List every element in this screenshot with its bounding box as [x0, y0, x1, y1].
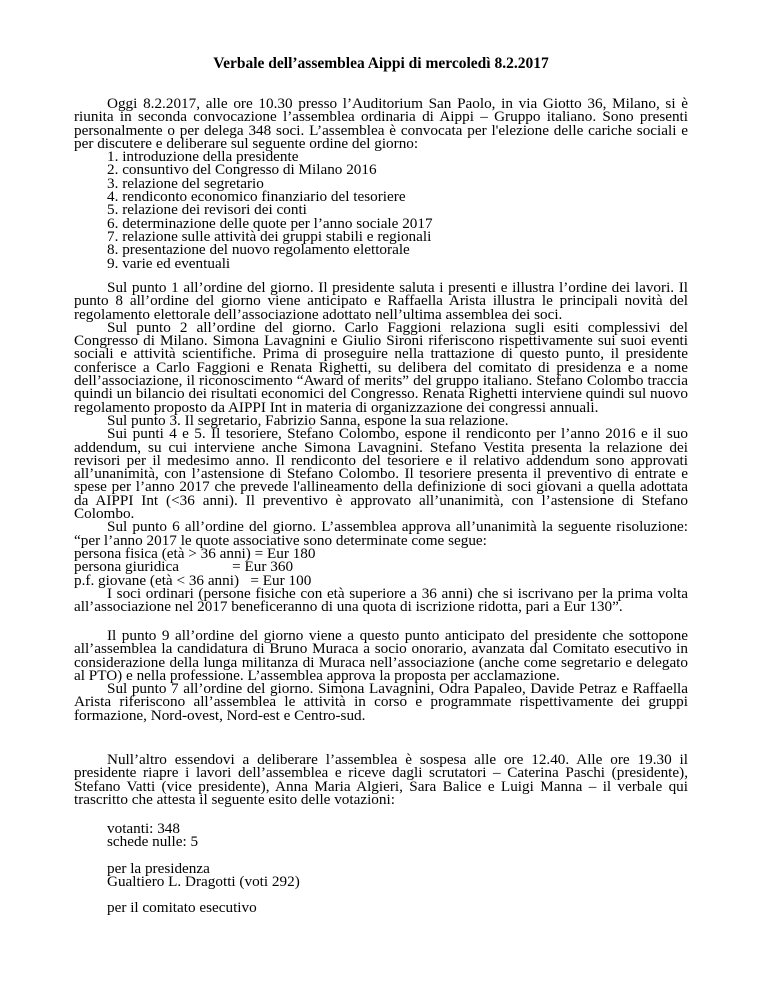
agenda-item: 5. relazione dei revisori dei conti — [107, 201, 307, 219]
minutes-section — [74, 279, 688, 616]
voters-count: votanti: 348 — [107, 820, 180, 837]
agenda-list — [74, 150, 688, 270]
paragraph-point-3: Sul punto 3. Il segretario, Fabrizio Sanna, espone la sua relazione. — [107, 411, 509, 429]
document-title: Verbale dell’assemblea Aippi di mercoledì 8.2.2017 — [213, 55, 549, 72]
agenda-item: 8. presentazione del nuovo regolamento elettorale — [107, 241, 410, 259]
paragraph-point-2: Sul punto 2 all’ordine del giorno. Carlo Faggioni relaziona sugli esiti complessivi del Congresso di Milano. Simona Lavagnini e Giulio Sironi riferiscono rispettivamente sui suoi eventi sociali e attività scientifiche. Prima di proseguire nella trattazione di questo punto, il presidente conferisce a Carlo Faggioni e Renata Righetti, su delibera del comitato di presidenza e a nome dell’associazione, il riconoscimento “Award of merits” del gruppo italiano. Stefano Colombo traccia quindi un bilancio dei risultati economici del Congresso. Renata Righetti interviene quindi sul nuovo regolamento proposto da AIPPI Int in materia di organizzazione dei congressi annuali. — [74, 318, 688, 416]
presidency-heading: per la presidenza — [107, 859, 210, 877]
fee-item: persona giuridica = Eur 360 — [74, 558, 294, 576]
fee-item: persona fisica (età > 36 anni) = Eur 180 — [74, 544, 316, 562]
paragraph-new-members: I soci ordinari (persone fisiche con età superiore a 36 anni) che si iscrivano per la prima volta all’associazione nel 2017 beneficeranno di una quota di iscrizione ridotta, pari a Eur 130”. — [74, 584, 688, 616]
paragraph-closing: Null’altro essendovi a deliberare l’assemblea è sospesa alle ore 12.40. Alle ore 19.30 il presidente riapre i lavori dell’assemblea e riceve dagli scrutatori – Caterina Paschi (presidente), Stefano Vatti (vice presidente), Anna Maria Algieri, Sara Balice e Luigi Manna – il verbale qui trascritto che attesta il seguente esito delle votazioni: — [74, 751, 688, 808]
paragraph-point-1: Sul punto 1 all’ordine del giorno. Il presidente saluta i presenti e illustra l’ordine dei lavori. Il punto 8 all’ordine del giorno viene anticipato e Raffaella Arista illustra le principali novità del regolamento elettorale dell’associazione adottato nell’ultima assemblea dei soci. — [74, 279, 688, 323]
votes-section — [74, 820, 721, 917]
agenda-item: 1. introduzione della presidente — [107, 148, 299, 166]
committee-heading: per il comitato esecutivo — [107, 899, 257, 917]
intro-section — [74, 97, 688, 270]
honorary-section — [74, 629, 688, 722]
agenda-item: 7. relazione sulle attività dei gruppi stabili e regionali — [107, 227, 432, 245]
agenda-item: 6. determinazione delle quote per l’anno sociale 2017 — [107, 214, 433, 232]
fee-item: p.f. giovane (età < 36 anni) = Eur 100 — [74, 571, 312, 589]
intro-paragraph: Oggi 8.2.2017, alle ore 10.30 presso l’Auditorium San Paolo, in via Giotto 36, Milano, si è riunita in seconda convocazione l’assemblea ordinaria di Aippi – Gruppo italiano. Sono presenti personalmente o per delega 348 soci. L’assemblea è convocata per l'elezione delle cariche sociali e per discutere e deliberare sul seguente ordine del giorno: — [74, 95, 688, 152]
presidency-result: Gualtiero L. Dragotti (voti 292) — [107, 872, 300, 890]
paragraph-point-6: Sul punto 6 all’ordine del giorno. L’assemblea approva all’unanimità la seguente risoluzione: “per l’anno 2017 le quote associative sono determinate come segue: — [74, 518, 688, 549]
closing-section — [74, 753, 688, 806]
null-ballots-count: schede nulle: 5 — [107, 833, 199, 851]
paragraph-point-9: Il punto 9 all’ordine del giorno viene a questo punto anticipato del presidente che sottopone all’assemblea la candidatura di Bruno Muraca a socio onorario, avanzata dal Comitato esecutivo in considerazione della lunga militanza di Muraca nell’associazione (anche come segretario e delegato al PTO) e nella professione. L’assemblea approva la proposta per acclamazione. — [74, 627, 688, 684]
agenda-item: 4. rendiconto economico finanziario del tesoriere — [107, 188, 406, 206]
agenda-item: 3. relazione del segretario — [107, 174, 264, 192]
paragraph-points-4-5: Sui punti 4 e 5. Il tesoriere, Stefano Colombo, espone il rendiconto per l’anno 2016 e il suo addendum, su cui interviene anche Simona Lavagnini. Stefano Vestita presenta la relazione dei revisori per il medesimo anno. Il rendiconto del tesoriere e il relativo addendum sono approvati all’unanimità, con l’astensione di Stefano Colombo. Il tesoriere presenta il preventivo di entrate e spese per l’anno 2017 che prevede l'allineamento della definizione di soci giovani a quella adottata da AIPPI Int (<36 anni). Il preventivo è approvato all’unanimità, con l’astensione di Stefano Colombo. — [74, 425, 688, 523]
agenda-item: 9. varie ed eventuali — [107, 254, 231, 272]
paragraph-point-7: Sul punto 7 all’ordine del giorno. Simona Lavagnini, Odra Papaleo, Davide Petraz e Raffaella Arista riferiscono all’assemblea le attività in corso e programmate rispettivamente dei gruppi formazione, Nord-ovest, Nord-est e Centro-sud. — [74, 680, 688, 724]
fee-list — [74, 544, 688, 589]
agenda-item: 2. consuntivo del Congresso di Milano 2016 — [107, 161, 377, 179]
